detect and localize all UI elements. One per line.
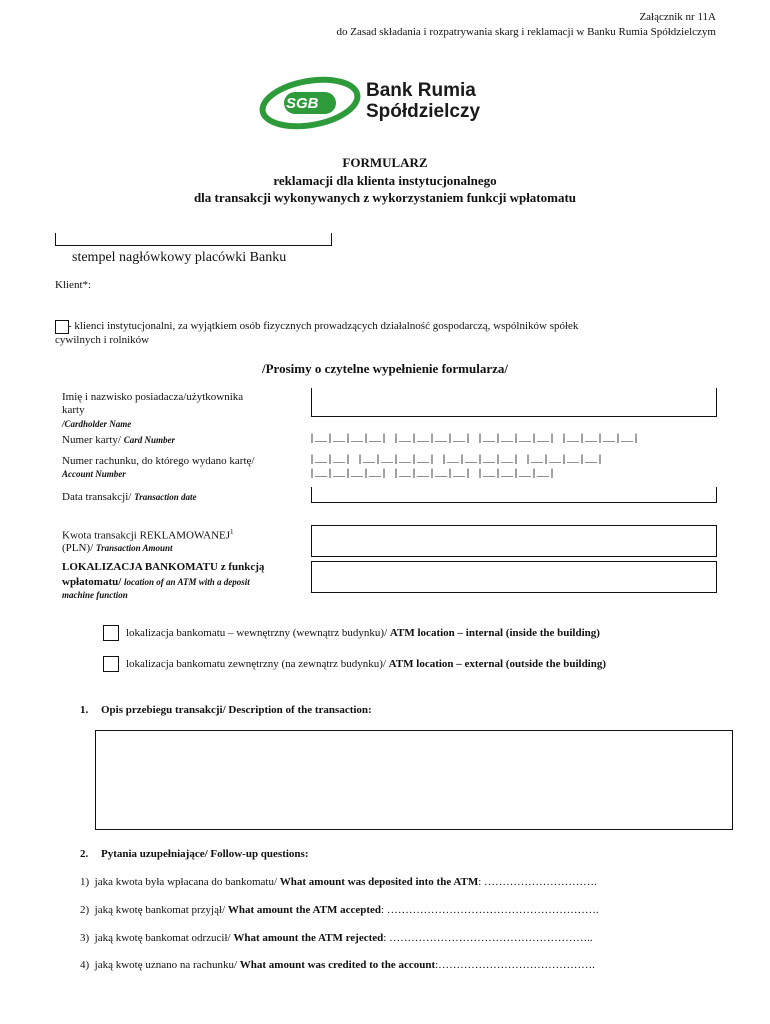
location-sub-2: machine function — [62, 590, 128, 600]
form-title: FORMULARZ — [342, 155, 428, 170]
section2-number: 2. — [80, 848, 89, 860]
location-label-2 — [62, 576, 250, 588]
amount-field[interactable] — [311, 525, 717, 557]
question-4-number: 4) — [80, 959, 90, 971]
question-3-en: What amount the ATM rejected — [233, 932, 384, 944]
location-internal-en: ATM location – internal (inside the building) — [389, 627, 600, 639]
question-1-en: What amount was deposited into the ATM — [279, 876, 479, 888]
question-2-answer[interactable]: : …………………………………………………. — [381, 904, 599, 916]
location-internal-checkbox[interactable] — [103, 625, 119, 641]
legibility-notice: /Prosimy o czytelne wypełnienie formularza/ — [262, 361, 508, 376]
question-1-pl: jaka kwota była wpłacana do bankomatu/ — [94, 876, 280, 888]
question-4 — [80, 959, 595, 971]
card-number-field[interactable]: |__|__|__|__| |__|__|__|__| |__|__|__|__| |__|__|__|__| — [309, 434, 640, 445]
card-label — [62, 434, 175, 446]
holder-field[interactable] — [311, 388, 717, 417]
amount-label-1 — [62, 528, 234, 542]
question-2-number: 2) — [80, 904, 90, 916]
attachment-number: Załącznik nr 11A — [639, 11, 716, 23]
date-label-pl: Data transakcji/ — [62, 491, 132, 503]
amount-currency: (PLN)/ — [62, 542, 94, 554]
account-label: Numer rachunku, do którego wydano kartę/ — [62, 455, 255, 467]
amount-label-text: Kwota transakcji REKLAMOWANEJ — [62, 529, 231, 542]
location-field[interactable] — [311, 561, 717, 593]
client-checkbox[interactable] — [55, 320, 69, 334]
logo-name-line1: Bank Rumia — [366, 80, 476, 101]
account-sub: Account Number — [62, 469, 126, 479]
logo-name-line2: Spółdzielczy — [366, 101, 481, 122]
location-external-en: ATM location – external (outside the building) — [388, 658, 607, 670]
question-1 — [80, 876, 597, 888]
holder-label-1: Imię i nazwisko posiadacza/użytkownika — [62, 391, 244, 403]
section1-title: Opis przebiegu transakcji/ Description of the transaction: — [101, 704, 372, 716]
account-number-field-1[interactable]: |__|__| |__|__|__|__| |__|__|__|__| |__|__|__|__| — [309, 455, 604, 466]
date-label — [62, 491, 197, 503]
date-field[interactable] — [311, 487, 717, 503]
holder-sub: /Cardholder Name — [62, 419, 132, 429]
stamp-box[interactable] — [55, 233, 332, 246]
question-3 — [80, 932, 593, 944]
holder-label-2: karty — [62, 404, 85, 416]
location-internal-option — [126, 627, 600, 639]
question-4-en: What amount was credited to the account — [239, 959, 436, 971]
amount-sub: Transaction Amount — [95, 543, 173, 553]
form-subtitle-2: dla transakcji wykonywanych z wykorzystaniem funkcji wpłatomatu — [193, 190, 577, 205]
stamp-label: stempel nagłówkowy placówki Banku — [72, 250, 287, 265]
question-2 — [80, 904, 599, 916]
question-3-number: 3) — [80, 932, 90, 944]
location-internal-pl: lokalizacja bankomatu – wewnętrzny (wewnątrz budynku)/ — [126, 627, 390, 639]
client-option-line1: - klienci instytucjonalni, za wyjątkiem osób fizycznych prowadzących działalność gospodarczą, wspólników spółek — [68, 320, 579, 332]
question-2-en: What amount the ATM accepted — [227, 904, 382, 916]
question-3-pl: jaką kwotę bankomat odrzucił/ — [94, 932, 234, 944]
description-textarea[interactable] — [95, 730, 733, 830]
question-4-answer[interactable]: :……………………………………. — [435, 959, 595, 971]
client-label: Klient*: — [55, 279, 92, 291]
client-option-line2: cywilnych i rolników — [55, 334, 150, 346]
form-subtitle-1: reklamacji dla klienta instytucjonalnego — [273, 173, 497, 188]
amount-footnote: 1 — [230, 528, 234, 536]
logo-bank-name — [366, 80, 480, 122]
logo-badge-text: SGB — [286, 95, 319, 112]
section2-title: Pytania uzupełniające/ Follow-up questions: — [101, 848, 309, 860]
account-number-field-2[interactable]: |__|__|__|__| |__|__|__|__| |__|__|__|__| — [309, 469, 556, 480]
card-label-en: Card Number — [123, 435, 175, 445]
card-label-pl: Numer karty/ — [62, 434, 121, 446]
question-4-pl: jaką kwotę uznano na rachunku/ — [94, 959, 240, 971]
location-external-option — [126, 658, 606, 670]
location-external-checkbox[interactable] — [103, 656, 119, 672]
location-external-pl: lokalizacja bankomatu zewnętrzny (na zewnątrz budynku)/ — [126, 658, 389, 670]
section1-number: 1. — [80, 704, 89, 716]
amount-label-2 — [62, 542, 173, 554]
date-label-en: Transaction date — [134, 492, 197, 502]
question-3-answer[interactable]: : ……………………………………………….. — [383, 932, 593, 944]
attachment-description: do Zasad składania i rozpatrywania skarg i reklamacji w Banku Rumia Spółdzielczym — [336, 26, 716, 38]
location-label-2-pl: wpłatomatu/ — [62, 576, 122, 588]
question-2-pl: jaką kwotę bankomat przyjął/ — [94, 904, 228, 916]
location-label-1: LOKALIZACJA BANKOMATU z funkcją — [62, 561, 265, 573]
question-1-number: 1) — [80, 876, 90, 888]
location-sub-1: location of an ATM with a deposit — [124, 577, 250, 587]
question-1-answer[interactable]: : …………………………. — [478, 876, 597, 888]
